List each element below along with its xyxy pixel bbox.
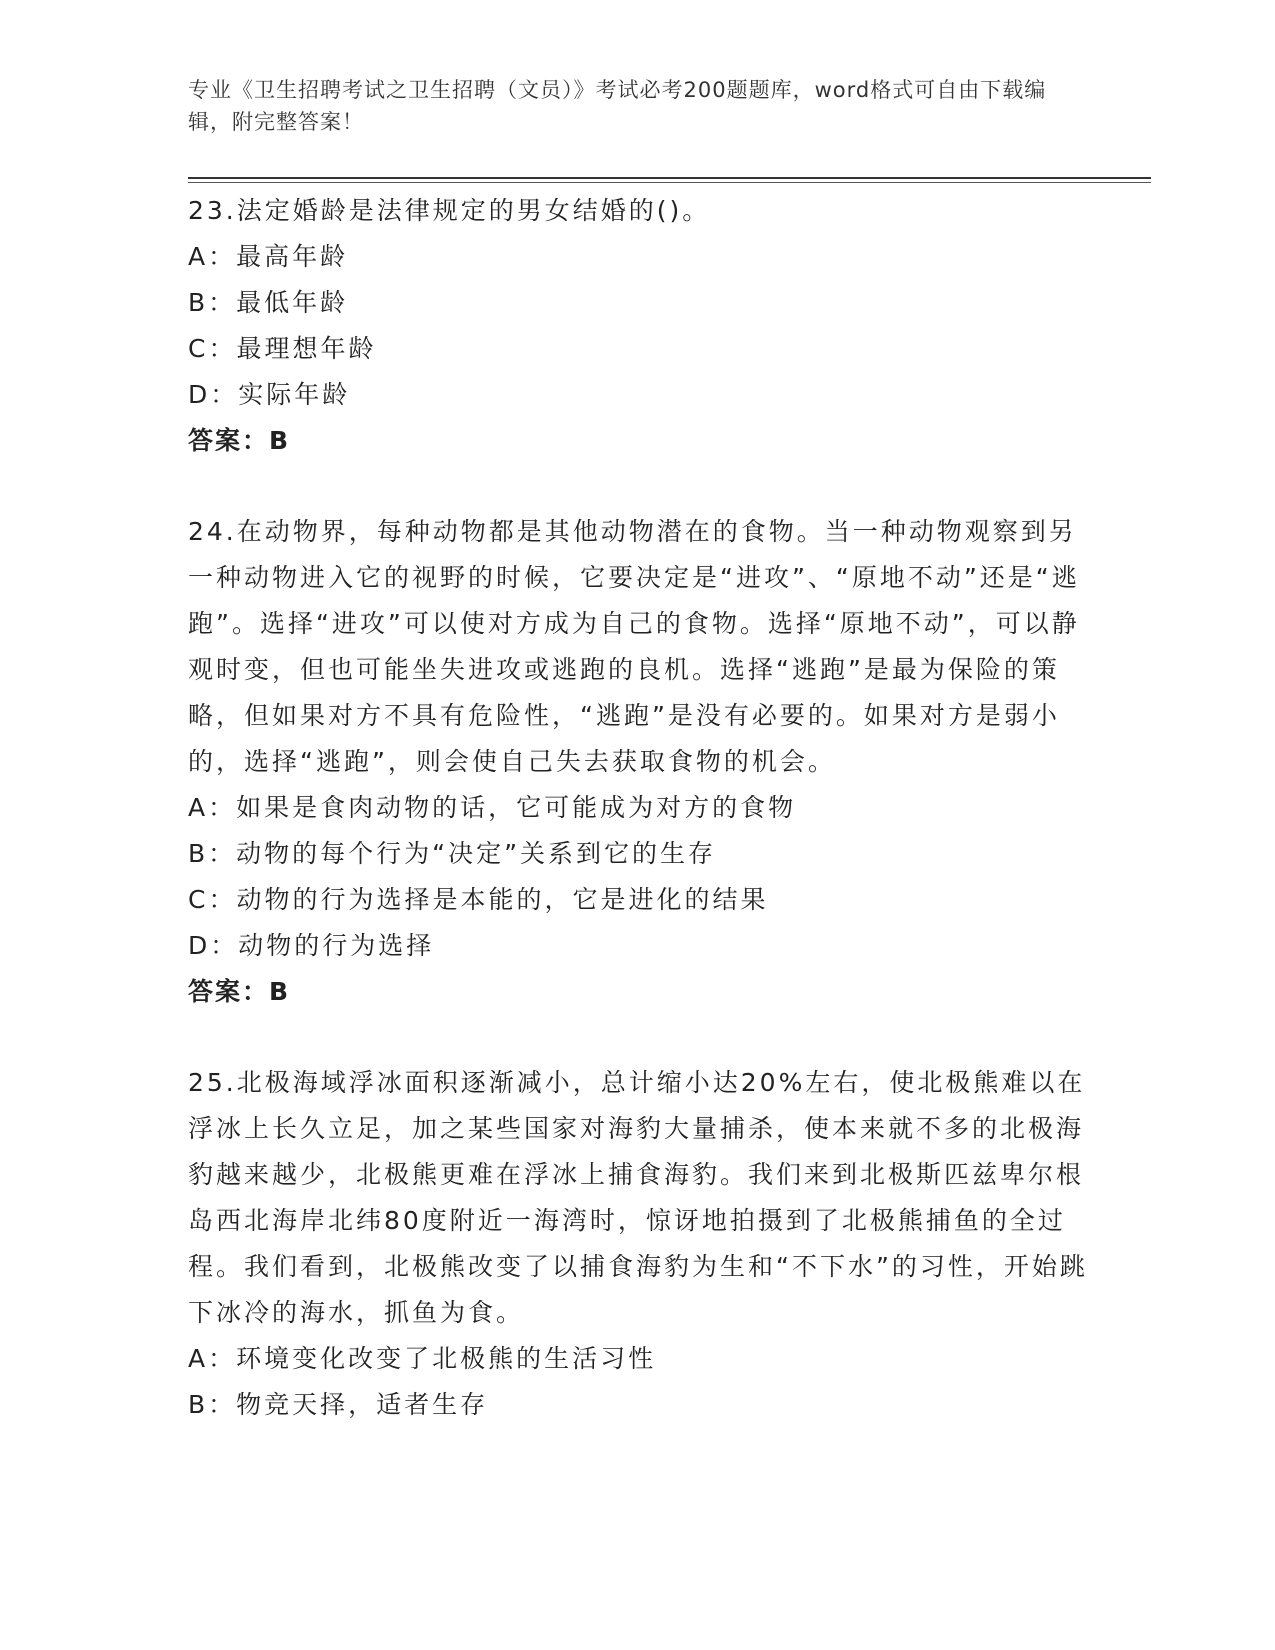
question-list — [188, 188, 1088, 1473]
header-divider-thick — [188, 177, 1151, 179]
option-c: C：动物的行为选择是本能的，它是进化的结果 — [188, 885, 769, 914]
option-b: B：物竞天择，适者生存 — [188, 1390, 489, 1419]
option-a: A：环境变化改变了北极熊的生活习性 — [188, 1344, 657, 1373]
question-25 — [188, 1060, 1088, 1428]
question-stem: 23.法定婚龄是法律规定的男女结婚的()。 — [188, 196, 711, 225]
answer-label: 答案：B — [188, 977, 291, 1006]
question-stem: 24.在动物界，每种动物都是其他动物潜在的食物。当一种动物观察到另一种动物进入它的视野的时候，它要决定是“进攻”、“原地不动”还是“逃跑”。选择“进攻”可以使对方成为自己的食物。选择“原地不动”，可以静观时变，但也可能坐失进攻或逃跑的良机。选择“逃跑”是最为保险的策略，但如果对方不具有危险性，“逃跑”是没有必要的。如果对方是弱小的，选择“逃跑”，则会使自己失去获取食物的机会。 — [188, 517, 1080, 776]
option-c: C：最理想年龄 — [188, 334, 377, 363]
answer-label: 答案：B — [188, 426, 291, 455]
document-header: 专业《卫生招聘考试之卫生招聘（文员）》考试必考200题题库，word格式可自由下载编辑，附完整答案！ — [188, 78, 1047, 134]
question-23 — [188, 188, 1088, 464]
option-a: A：如果是食肉动物的话，它可能成为对方的食物 — [188, 793, 797, 822]
option-d: D：动物的行为选择 — [188, 931, 435, 960]
option-a: A：最高年龄 — [188, 242, 349, 271]
option-d: D：实际年龄 — [188, 380, 351, 409]
header-divider-thin — [188, 182, 1151, 183]
question-24 — [188, 509, 1088, 1015]
option-b: B：最低年龄 — [188, 288, 349, 317]
option-b: B：动物的每个行为“决定”关系到它的生存 — [188, 839, 717, 868]
question-stem: 25.北极海域浮冰面积逐渐减小，总计缩小达20%左右，使北极熊难以在浮冰上长久立足，加之某些国家对海豹大量捕杀，使本来就不多的北极海豹越来越少，北极熊更难在浮冰上捕食海豹。我们来到北极斯匹兹卑尔根岛西北海岸北纬80度附近一海湾时，惊讶地拍摄到了北极熊捕鱼的全过程。我们看到，北极熊改变了以捕食海豹为生和“不下水”的习性，开始跳下冰冷的海水，抓鱼为食。 — [188, 1068, 1088, 1327]
